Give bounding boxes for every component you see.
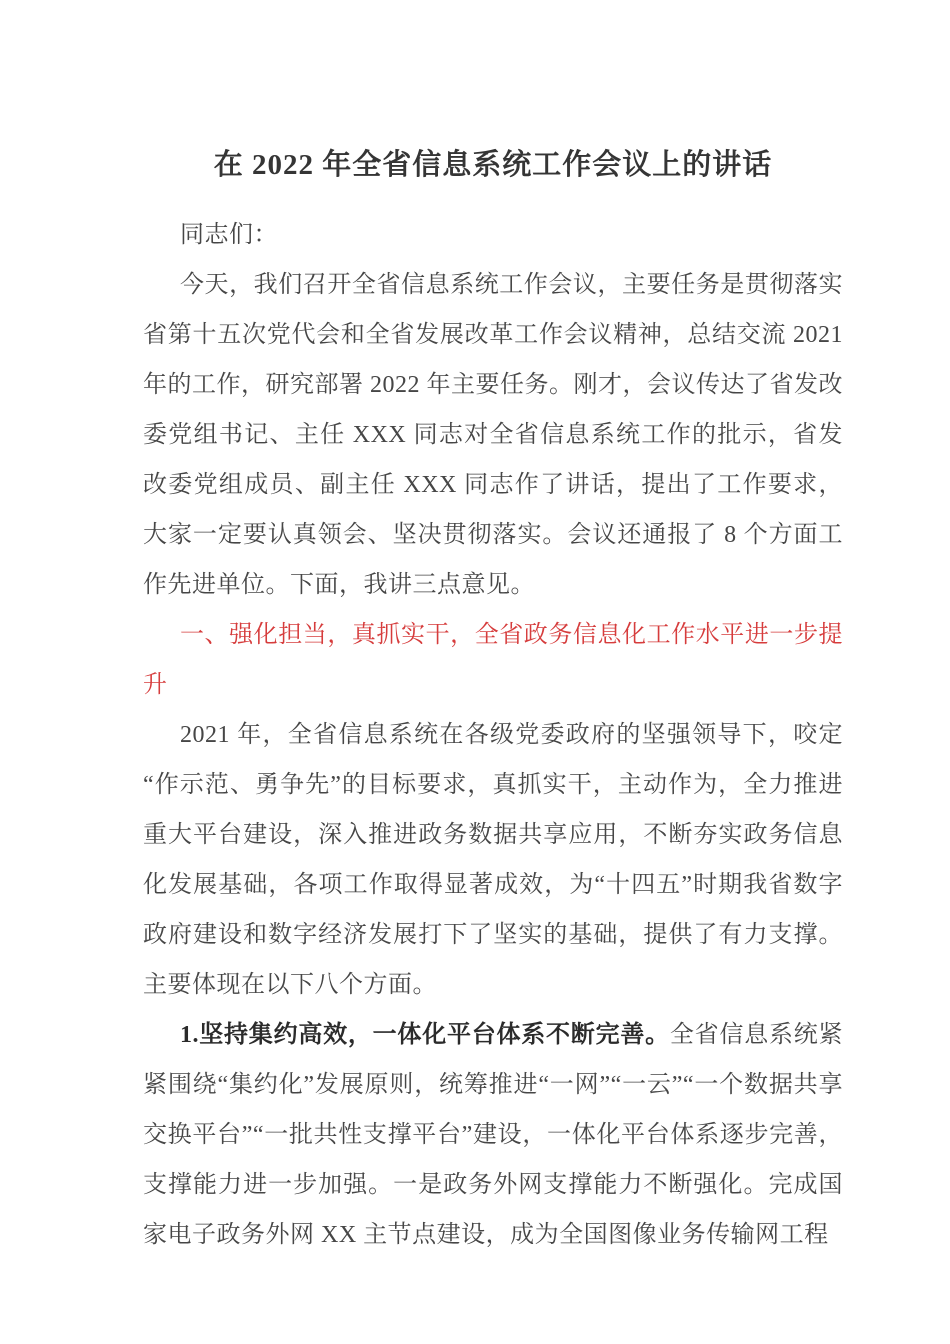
document-title: 在 2022 年全省信息系统工作会议上的讲话 <box>213 149 773 181</box>
paragraph-intro: 今天，我们召开全省信息系统工作会议，主要任务是贯彻落实省第十五次党代会和全省发展改革工作会议精神，总结交流 2021 年的工作，研究部署 2022 年主要任务。刚才，会议传达了省发改委党组书记、主任 XXX 同志对全省信息系统工作的批示，省发改委党组成员、副主任 XXX 同志作了讲话，提出了工作要求，大家一定要认真领会、坚决贯彻落实。会议还通报了 8 个方面工作先进单位。下面，我讲三点意见。 <box>143 272 843 598</box>
point-1-body-text: 全省信息系统紧紧围绕“集约化”发展原则，统筹推进“一网”“一云”“一个数据共享交换平台”“一批共性支撑平台”建设，一体化平台体系逐步完善，支撑能力进一步加强。一是政务外网支撑能力不断强化。完成国家电子政务外网 XX 主节点建设，成为全国图像业务传输网工程 <box>143 1022 844 1248</box>
section-heading-1: 一、强化担当，真抓实干，全省政务信息化工作水平进一步提升 <box>143 622 843 698</box>
paragraph-greeting: 同志们： <box>180 222 278 248</box>
paragraph-2021-review: 2021 年，全省信息系统在各级党委政府的坚强领导下，咬定“作示范、勇争先”的目标要求，真抓实干，主动作为，全力推进重大平台建设，深入推进政务数据共享应用，不断夯实政务信息化发展基础，各项工作取得显著成效，为“十四五”时期我省数字政府建设和数字经济发展打下了坚实的基础，提供了有力支撑。主要体现在以下八个方面。 <box>143 722 843 998</box>
point-1-bold-lead: 1.坚持集约高效，一体化平台体系不断完善。 <box>180 1022 670 1048</box>
paragraph-point-1 <box>143 1010 843 1260</box>
document-content <box>143 140 843 1260</box>
